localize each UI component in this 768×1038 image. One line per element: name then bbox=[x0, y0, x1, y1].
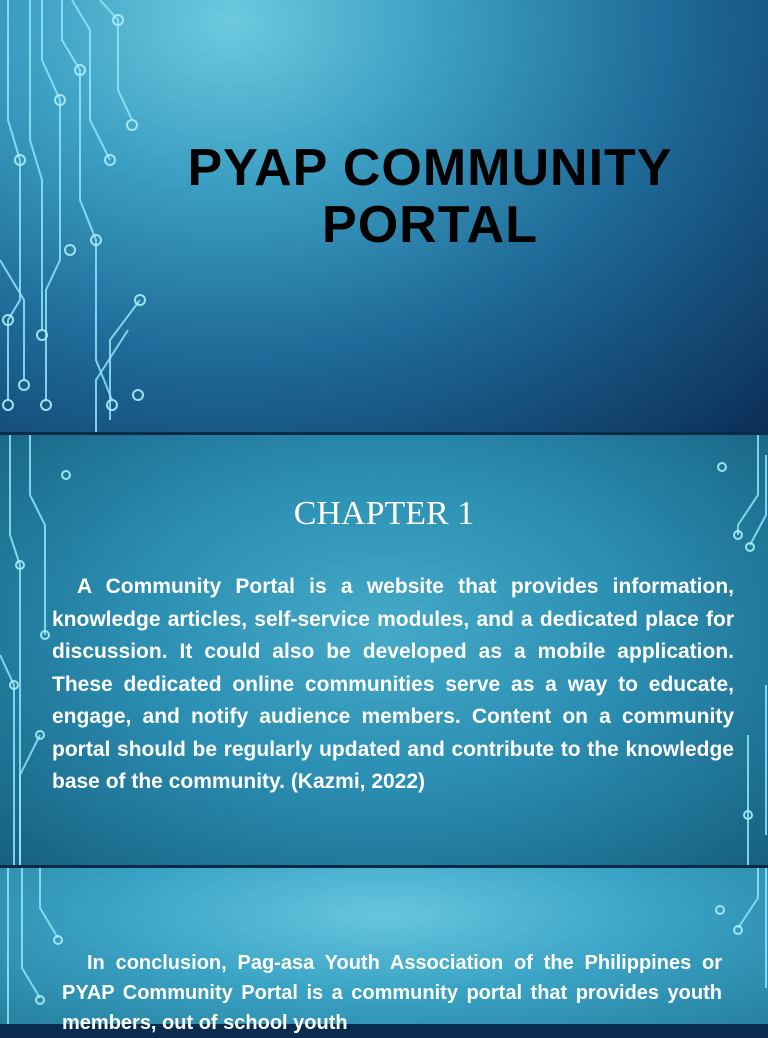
title-slide bbox=[0, 0, 768, 432]
title-line-2: PORTAL bbox=[322, 196, 538, 255]
chapter-heading: CHAPTER 1 bbox=[293, 495, 475, 532]
presentation-title bbox=[130, 140, 730, 254]
conclusion-paragraph: In conclusion, Pag-asa Youth Association of the Philippines or PYAP Community Portal is a community portal that provides youth members, out of school youth bbox=[62, 952, 722, 1034]
chapter-paragraph: A Community Portal is a website that provides information, knowledge articles, self-service modules, and a dedicated place for discussion. It could also be developed as a mobile application. These dedicated online communities serve as a way to educate, engage, and notify audience members. Content on a community portal should be regularly updated and contribute to the knowledge base of the community. (Kazmi, 2022) bbox=[52, 575, 734, 793]
title-line-1: PYAP COMMUNITY bbox=[187, 139, 673, 197]
